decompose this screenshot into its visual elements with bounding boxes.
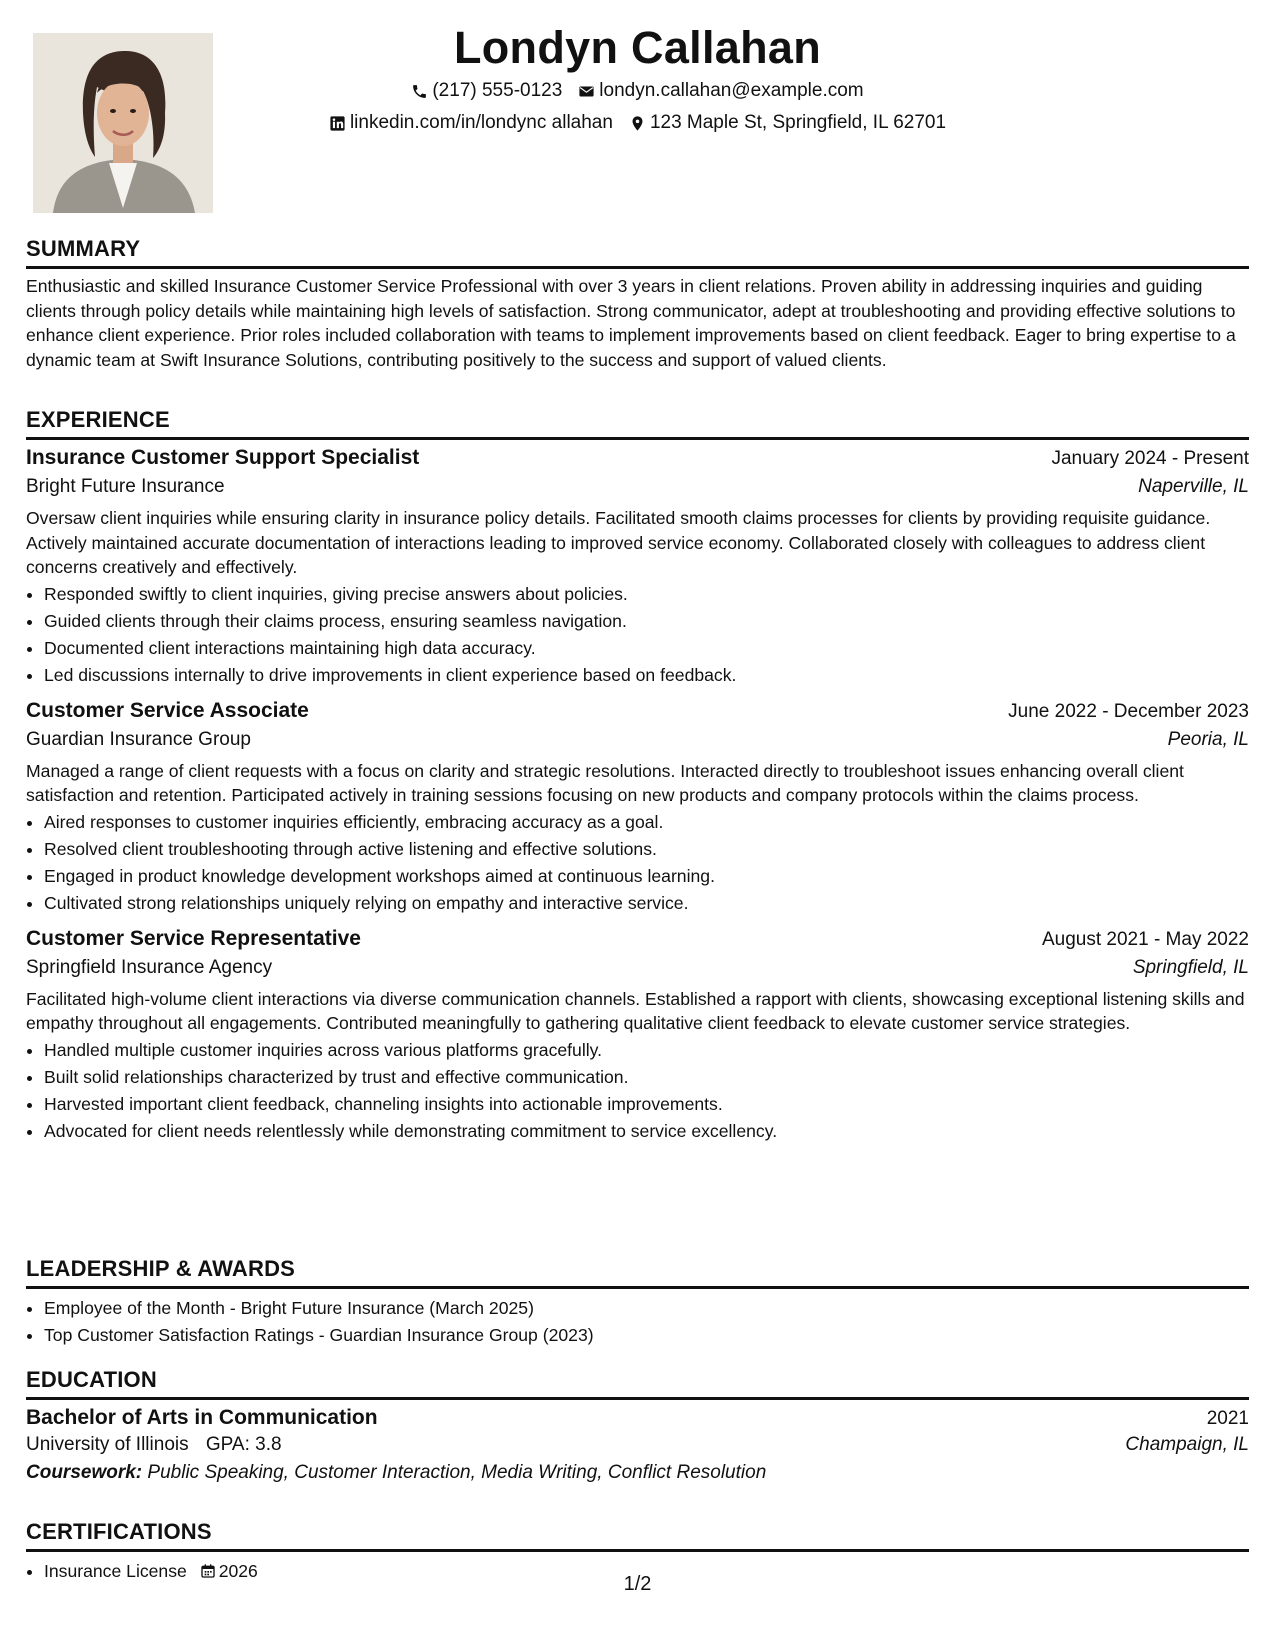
summary-section [26, 236, 1249, 372]
section-title: EDUCATION [26, 1367, 1249, 1400]
list-item: • Led discussions internally to drive improvements in client experience based on feedback. [44, 662, 1249, 689]
linkedin-text: linkedin.com/in/londync allahan [349, 112, 613, 133]
job-entry [26, 699, 1249, 917]
job-location: Naperville, IL [1138, 476, 1249, 497]
section-title: CERTIFICATIONS [26, 1519, 1249, 1552]
contact-line-1 [0, 80, 1275, 102]
list-item: • Employee of the Month - Bright Future Insurance (March 2025) [44, 1295, 1249, 1322]
address-text: 123 Maple St, Springfield, IL 62701 [649, 112, 947, 133]
page-number: 1/2 [623, 1573, 652, 1595]
contact-line-2 [0, 112, 1275, 134]
job-bullets [26, 1037, 1249, 1145]
job-bullets [26, 581, 1249, 689]
school-name: University of Illinois [26, 1434, 189, 1455]
job-dates: August 2021 - May 2022 [1041, 928, 1249, 950]
job-company: Bright Future Insurance [26, 476, 225, 497]
certification-year: 2026 [218, 1561, 258, 1581]
phone-icon [411, 83, 428, 100]
education-section [26, 1367, 1249, 1484]
job-company: Guardian Insurance Group [26, 728, 251, 750]
email-text: londyn.callahan@example.com [599, 80, 864, 101]
map-pin-icon [629, 115, 646, 132]
list-item: • Resolved client troubleshooting through active listening and effective solutions. [44, 836, 1249, 863]
list-item: • Advocated for client needs relentlessly while demonstrating commitment to service excellency. [44, 1118, 1249, 1145]
list-item: • Built solid relationships characterized by trust and effective communication. [44, 1064, 1249, 1091]
certification-name: Insurance License [44, 1561, 187, 1581]
list-item: • Engaged in product knowledge development workshops aimed at continuous learning. [44, 863, 1249, 890]
awards-section [26, 1256, 1249, 1349]
experience-section [26, 407, 1249, 1145]
email-contact[interactable] [578, 80, 863, 102]
linkedin-contact[interactable] [329, 112, 613, 134]
envelope-icon [578, 83, 595, 100]
job-title: Customer Service Representative [26, 926, 361, 950]
job-location: Springfield, IL [1132, 956, 1249, 978]
job-company: Springfield Insurance Agency [26, 956, 273, 978]
job-location: Peoria, IL [1167, 728, 1249, 750]
job-description: Oversaw client inquiries while ensuring clarity in insurance policy details. Facilitated smooth claims processes for clients by providing requisite guidance. Actively maintained accurate documentation of interactions leading to improved service economy. Collaborated closely with colleagues to address client concerns creatively and effectively. [26, 508, 1211, 577]
gpa: GPA: 3.8 [205, 1434, 282, 1455]
job-title: Insurance Customer Support Specialist [26, 446, 420, 469]
job-dates: January 2024 - Present [1051, 448, 1249, 469]
address-contact [629, 112, 946, 134]
section-title: SUMMARY [26, 236, 1249, 269]
list-item: • Aired responses to customer inquiries efficiently, embracing accuracy as a goal. [44, 809, 1249, 836]
list-item: • Guided clients through their claims process, ensuring seamless navigation. [44, 608, 1249, 635]
degree: Bachelor of Arts in Communication [26, 1406, 378, 1429]
summary-text: Enthusiastic and skilled Insurance Customer Service Professional with over 3 years in client relations. Proven ability in addressing inquiries and guiding clients through policy details while maintaining high levels of satisfaction. Strong communicator, adept at troubleshooting and providing effective solutions to enhance client experience. Prior roles included collaboration with teams to implement improvements based on client feedback. Eager to bring expertise to a dynamic team at Swift Insurance Solutions, contributing positively to the success and support of valued clients. [26, 276, 1236, 370]
list-item: • Documented client interactions maintaining high data accuracy. [44, 635, 1249, 662]
job-description: Facilitated high-volume client interactions via diverse communication channels. Established a rapport with clients, showcasing exceptional listening skills and empathy throughout all engagements. Contributed meaningfully to gathering qualitative client feedback to elevate customer service strategies. [26, 988, 1245, 1033]
job-entry [26, 446, 1249, 689]
school-location: Champaign, IL [1125, 1434, 1249, 1455]
phone-text: (217) 555-0123 [432, 80, 563, 101]
phone-contact[interactable] [411, 80, 562, 102]
candidate-name: Londyn Callahan [453, 22, 822, 73]
list-item: • Cultivated strong relationships uniquely relying on empathy and interactive service. [44, 890, 1249, 917]
section-title: EXPERIENCE [26, 407, 1249, 440]
coursework-label: Coursework: [26, 1462, 143, 1483]
job-description: Managed a range of client requests with a focus on clarity and strategic resolutions. Interacted directly to troubleshoot issues enhancing overall client satisfaction and retention. Participated actively in training sessions focusing on new products and company protocols within the claims process. [26, 760, 1184, 805]
job-title: Customer Service Associate [26, 698, 309, 722]
list-item: • Harvested important client feedback, channeling insights into actionable improvements. [44, 1091, 1249, 1118]
coursework-list: Public Speaking, Customer Interaction, Media Writing, Conflict Resolution [147, 1462, 767, 1483]
list-item: • Top Customer Satisfaction Ratings - Guardian Insurance Group (2023) [44, 1322, 1249, 1349]
section-title: LEADERSHIP & AWARDS [26, 1256, 1249, 1289]
coursework [26, 1462, 1249, 1484]
graduation-year: 2021 [1206, 1408, 1249, 1429]
job-entry [26, 927, 1249, 1145]
awards-list [26, 1295, 1249, 1349]
job-dates: June 2022 - December 2023 [1008, 700, 1249, 722]
job-bullets [26, 809, 1249, 917]
list-item: • Responded swiftly to client inquiries, giving precise answers about policies. [44, 581, 1249, 608]
linkedin-icon [329, 115, 346, 132]
list-item: • Handled multiple customer inquiries across various platforms gracefully. [44, 1037, 1249, 1064]
